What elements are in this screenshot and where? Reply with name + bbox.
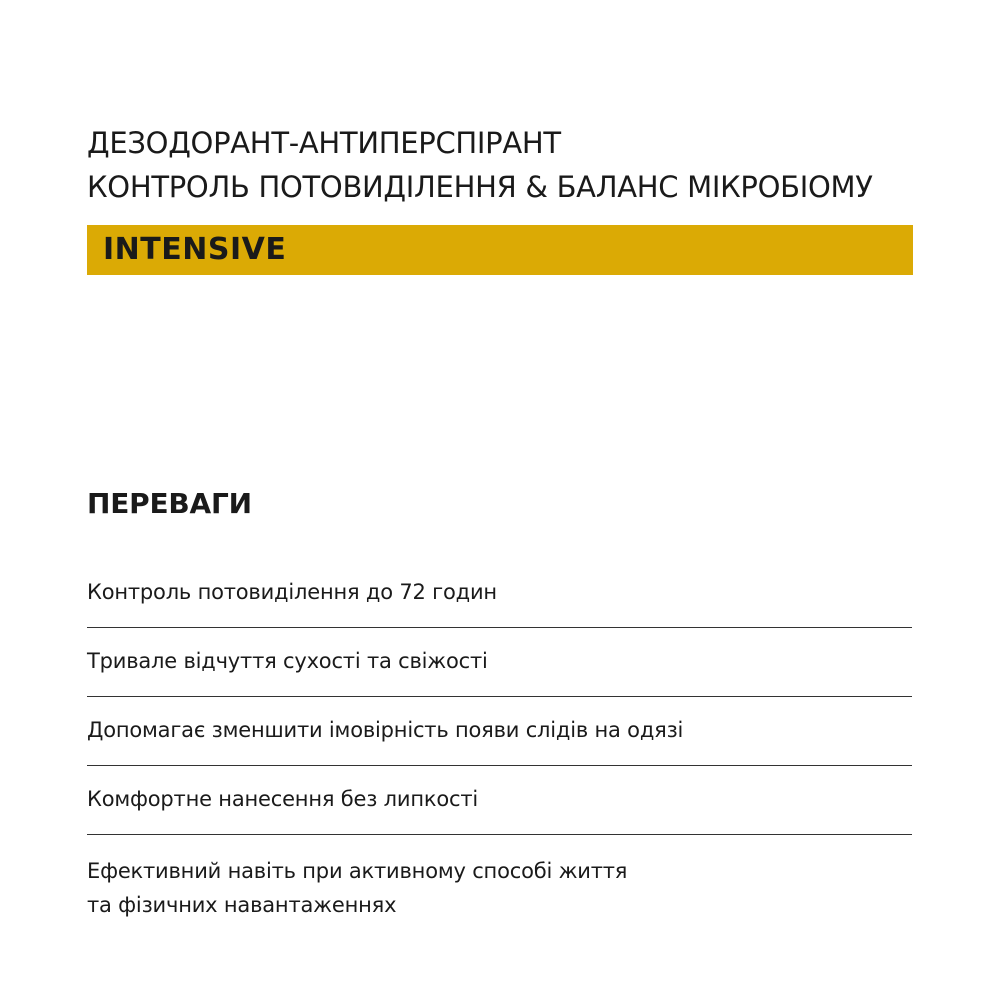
benefit-text bbox=[87, 782, 912, 816]
benefits-list bbox=[87, 559, 912, 922]
benefit-text-line: Комфортне нанесення без липкості bbox=[87, 787, 479, 811]
benefit-item bbox=[87, 697, 912, 766]
benefit-text-line: Допомагає зменшити імовірність появи слідів на одязі bbox=[87, 718, 684, 742]
benefit-text bbox=[87, 854, 912, 922]
benefit-item bbox=[87, 628, 912, 697]
benefit-text-line: та фізичних навантаженнях bbox=[87, 893, 397, 917]
intensive-badge bbox=[87, 225, 913, 275]
benefit-text bbox=[87, 713, 912, 747]
product-title-line-2: КОНТРОЛЬ ПОТОВИДІЛЕННЯ & БАЛАНС МІКРОБІОМУ bbox=[87, 170, 873, 204]
benefits-heading: ПЕРЕВАГИ bbox=[87, 487, 252, 520]
benefit-item bbox=[87, 559, 912, 628]
benefit-text-line: Тривале відчуття сухості та свіжості bbox=[87, 649, 488, 673]
product-title-line-1: ДЕЗОДОРАНТ-АНТИПЕРСПІРАНТ bbox=[87, 126, 561, 160]
intensive-badge-label: INTENSIVE bbox=[103, 232, 287, 267]
benefit-text bbox=[87, 644, 912, 678]
benefit-text-line: Контроль потовиділення до 72 годин bbox=[87, 580, 497, 604]
benefit-item bbox=[87, 835, 912, 922]
benefit-text-line: Ефективний навіть при активному способі життя bbox=[87, 859, 628, 883]
benefit-text bbox=[87, 575, 912, 609]
product-title bbox=[87, 121, 927, 209]
benefit-item bbox=[87, 766, 912, 835]
